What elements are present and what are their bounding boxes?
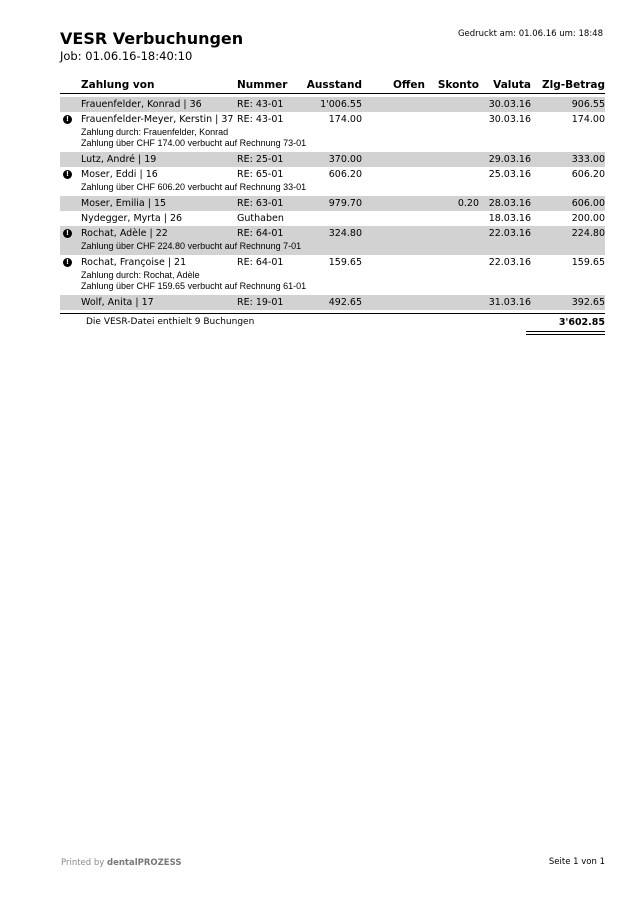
summary-label: Die VESR-Datei enthielt 9 Buchungen (86, 317, 255, 327)
row-value-date: 22.03.16 (488, 257, 531, 268)
col-open: Offen (392, 79, 425, 91)
row-main-line (60, 152, 605, 167)
row-note: Zahlung über CHF 174.00 verbucht auf Rechnung 73-01 (81, 138, 307, 148)
printed-date: Gedruckt am: 01.06.16 um: 18:48 (457, 29, 603, 39)
row-main-line (60, 255, 605, 270)
row-number: RE: 43-01 (237, 114, 284, 125)
row-number: RE: 63-01 (237, 198, 284, 209)
table-header (60, 77, 605, 94)
row-outstanding: 324.80 (328, 228, 362, 239)
row-note: Zahlung durch: Rochat, Adèle (81, 270, 200, 280)
col-discount: Skonto (437, 79, 479, 91)
table-row (60, 295, 605, 310)
table-row (60, 167, 605, 196)
row-main-line (60, 112, 605, 127)
row-value-date: 30.03.16 (488, 114, 531, 125)
row-amount: 224.80 (571, 228, 605, 239)
job-id: Job: 01.06.16-18:40:10 (60, 49, 193, 63)
row-value-date: 30.03.16 (488, 99, 531, 110)
row-name: Wolf, Anita | 17 (81, 297, 154, 308)
table-row (60, 226, 605, 255)
row-value-date: 31.03.16 (488, 297, 531, 308)
table-row (60, 152, 605, 167)
row-number: RE: 64-01 (237, 257, 284, 268)
row-name: Rochat, Françoise | 21 (81, 257, 187, 268)
row-outstanding: 159.65 (328, 257, 362, 268)
col-number: Nummer (237, 79, 288, 91)
row-amount: 333.00 (571, 154, 605, 165)
row-value-date: 22.03.16 (488, 228, 531, 239)
row-main-line (60, 226, 605, 241)
brand-name: dentalPROZESS (107, 858, 182, 868)
bookings-table (60, 77, 605, 331)
row-note: Zahlung über CHF 606.20 verbucht auf Rechnung 33-01 (81, 182, 307, 192)
row-note: Zahlung über CHF 224.80 verbucht auf Rechnung 7-01 (81, 241, 302, 251)
row-number: RE: 19-01 (237, 297, 284, 308)
row-amount: 606.00 (571, 198, 605, 209)
row-outstanding: 370.00 (328, 154, 362, 165)
row-number: RE: 65-01 (237, 169, 284, 180)
row-amount: 174.00 (571, 114, 605, 125)
row-outstanding: 606.20 (328, 169, 362, 180)
table-row (60, 112, 605, 152)
double-underline (526, 331, 605, 335)
row-discount: 0.20 (457, 198, 479, 209)
printed-by-label: Printed by (61, 858, 105, 868)
row-outstanding: 1'006.55 (320, 99, 362, 110)
page-number: Seite 1 von 1 (548, 857, 605, 867)
table-row (60, 211, 605, 226)
row-amount: 392.65 (571, 297, 605, 308)
row-note: Zahlung durch: Frauenfelder, Konrad (81, 127, 229, 137)
row-number: Guthaben (237, 213, 284, 224)
row-amount: 906.55 (571, 99, 605, 110)
row-outstanding: 174.00 (328, 114, 362, 125)
row-outstanding: 979.70 (328, 198, 362, 209)
row-number: RE: 25-01 (237, 154, 284, 165)
col-outstanding: Ausstand (306, 79, 362, 91)
row-note: Zahlung über CHF 159.65 verbucht auf Rechnung 61-01 (81, 281, 307, 291)
row-amount: 200.00 (571, 213, 605, 224)
row-name: Rochat, Adèle | 22 (81, 228, 168, 239)
row-name: Moser, Emilia | 15 (81, 198, 167, 209)
printed-by (61, 858, 181, 868)
row-name: Frauenfelder, Konrad | 36 (81, 99, 202, 110)
table-footer (60, 313, 605, 331)
row-name: Frauenfelder-Meyer, Kerstin | 37 (81, 114, 234, 125)
exclamation-circle-icon: ! (63, 258, 72, 267)
exclamation-circle-icon: ! (63, 115, 72, 124)
row-main-line (60, 167, 605, 182)
table-row (60, 255, 605, 295)
row-outstanding: 492.65 (328, 297, 362, 308)
row-name: Nydegger, Myrta | 26 (81, 213, 183, 224)
table-row (60, 196, 605, 211)
row-main-line (60, 295, 605, 310)
row-number: RE: 43-01 (237, 99, 284, 110)
row-main-line (60, 211, 605, 226)
summary-total: 3'602.85 (558, 317, 605, 328)
col-name: Zahlung von (81, 79, 155, 91)
row-value-date: 28.03.16 (488, 198, 531, 209)
row-number: RE: 64-01 (237, 228, 284, 239)
row-value-date: 29.03.16 (488, 154, 531, 165)
report-title: VESR Verbuchungen (60, 29, 244, 48)
table-body (60, 97, 605, 310)
row-amount: 159.65 (571, 257, 605, 268)
exclamation-circle-icon: ! (63, 170, 72, 179)
exclamation-circle-icon: ! (63, 229, 72, 238)
col-amount: Zlg-Betrag (541, 79, 605, 91)
row-value-date: 25.03.16 (488, 169, 531, 180)
row-value-date: 18.03.16 (488, 213, 531, 224)
row-name: Moser, Eddi | 16 (81, 169, 158, 180)
row-name: Lutz, André | 19 (81, 154, 157, 165)
row-main-line (60, 97, 605, 112)
table-row (60, 97, 605, 112)
col-value-date: Valuta (493, 79, 531, 91)
row-amount: 606.20 (571, 169, 605, 180)
row-main-line (60, 196, 605, 211)
